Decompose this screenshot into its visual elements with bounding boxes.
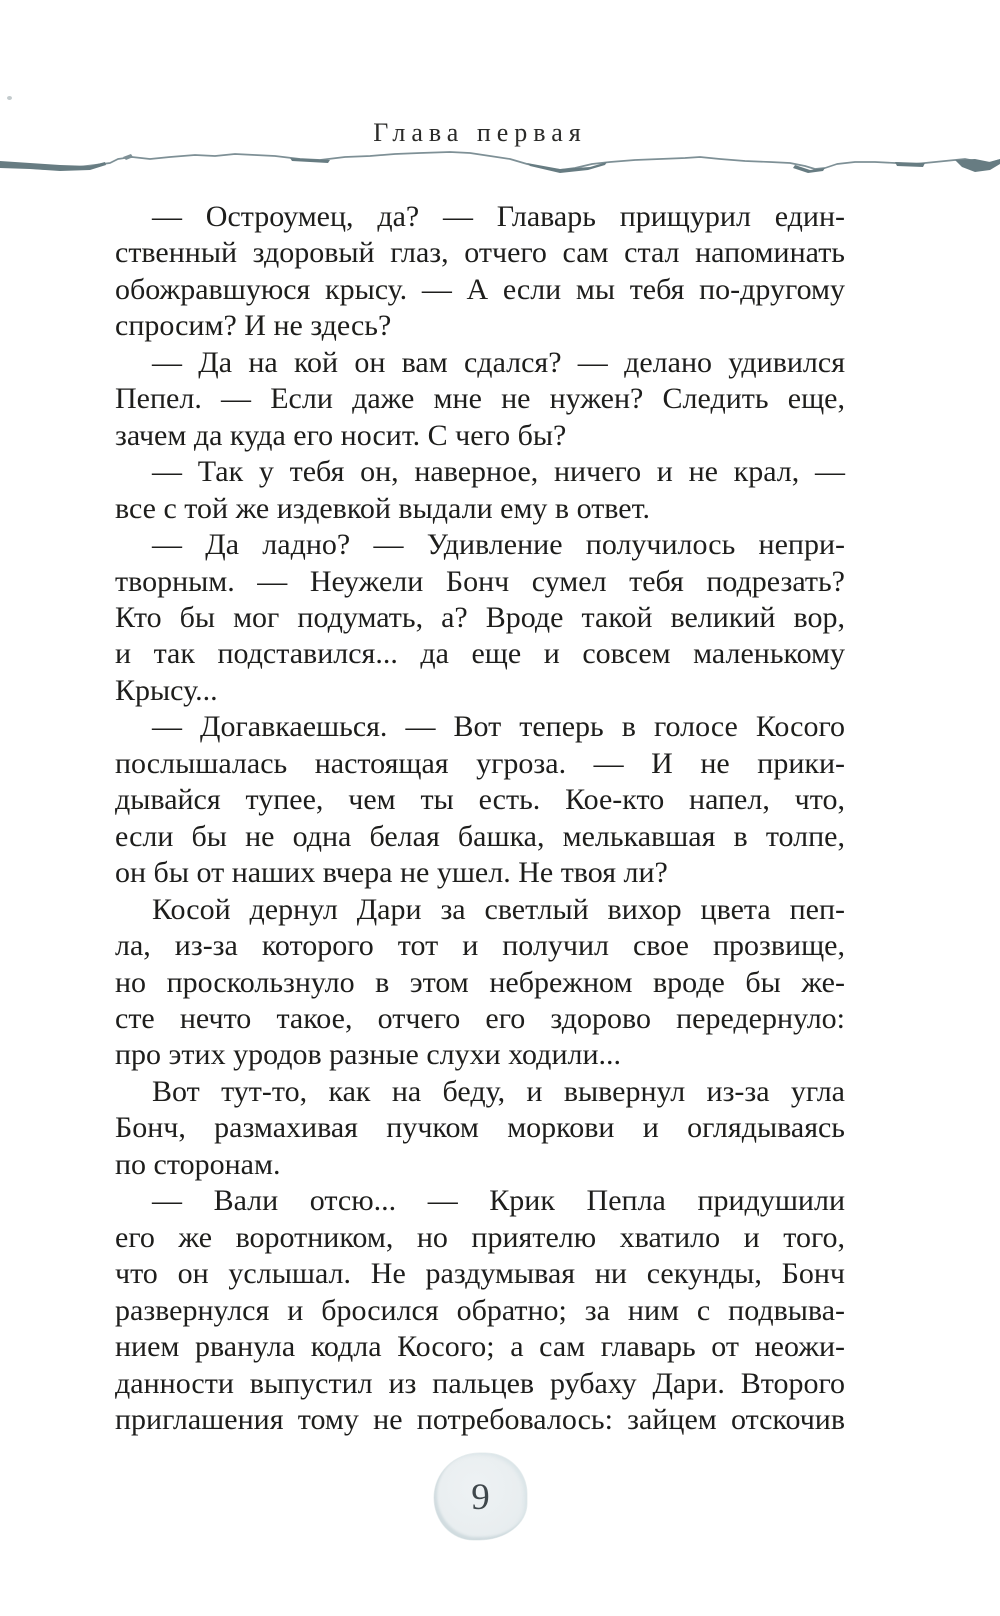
text-line: про этих уродов разные слухи ходили... [115,1038,622,1072]
text-line: все с той же издевкой выдали ему в ответ. [115,491,650,525]
text-line: — Да на кой он вам сдался? — делано удивился [152,345,845,379]
text-line: Вот тут-то, как на беду, и вывернул из-за угла [152,1074,845,1108]
text-line: его же воротником, но приятелю хватило и того, [115,1220,845,1254]
text-line: — Остроумец, да? — Главарь прищурил един- [152,200,845,233]
text-line: он бы от наших вчера не ушел. Не твоя ли? [115,856,668,890]
text-line: — Вали отсю... — Крик Пепла придушили [152,1184,845,1218]
text-line: Косой дернул Дари за светлый вихор цвета пеп- [152,892,845,926]
text-line: — Догавкаешься. — Вот теперь в голосе Косого [152,710,845,744]
text-line: послышалась настоящая угроза. — И не прики- [115,746,845,780]
text-line: творным. — Неужели Бонч сумел тебя подрезать? [115,564,845,598]
text-line: если бы не одна белая башка, мелькавшая в толпе, [115,819,845,853]
text-line: Кто бы мог подумать, а? Вроде такой великий вор, [115,600,845,634]
text-line: Пепел. — Если даже мне не нужен? Следить еще, [115,382,845,416]
text-line: сте нечто такое, отчего его здорово передернуло: [115,1001,845,1035]
text-line: обожравшуюся крысу. — А если мы тебя по-другому [115,272,845,306]
text-line: данности выпустил из пальцев рубаху Дари. Второго [115,1366,845,1400]
page-number: 9 [471,1477,490,1518]
chapter-title: Глава первая [373,118,587,147]
text-line: — Так у тебя он, наверное, ничего и не крал, — [152,455,845,489]
text-line: зачем да куда его носит. С чего бы? [115,418,567,452]
text-line: — Да ладно? — Удивление получилось непри- [152,528,845,562]
text-line: что он услышал. Не раздумывая ни секунды, Бонч [115,1257,845,1291]
text-line: дывайся тупее, чем ты есть. Кое-кто напел, что, [115,783,845,817]
text-line: ственный здоровый глаз, отчего сам стал напоминать [115,236,845,270]
text-line: нием рванула кодла Косого; а сам главарь от неожи- [115,1330,845,1364]
paper-speck [7,96,12,100]
text-line: приглашения тому не потребовалось: зайцем отскочив [115,1402,845,1436]
text-line: спросим? И не здесь? [115,309,392,343]
body-text [115,199,845,1438]
torn-paper-divider-icon [0,150,1000,186]
text-line: ла, из-за которого тот и получил свое прозвище, [115,929,845,963]
text-line: и так подставился... да еще и совсем маленькому [115,637,845,671]
page-number-stain [434,1453,527,1540]
text-line: но проскользнуло в этом небрежном вроде бы же- [115,965,845,999]
text-line: по сторонам. [115,1147,281,1181]
text-line: Бонч, размахивая пучком моркови и оглядываясь [115,1111,845,1145]
text-line: Крысу... [115,673,218,707]
text-line: развернулся и бросился обратно; за ним с подвыва- [115,1293,845,1327]
